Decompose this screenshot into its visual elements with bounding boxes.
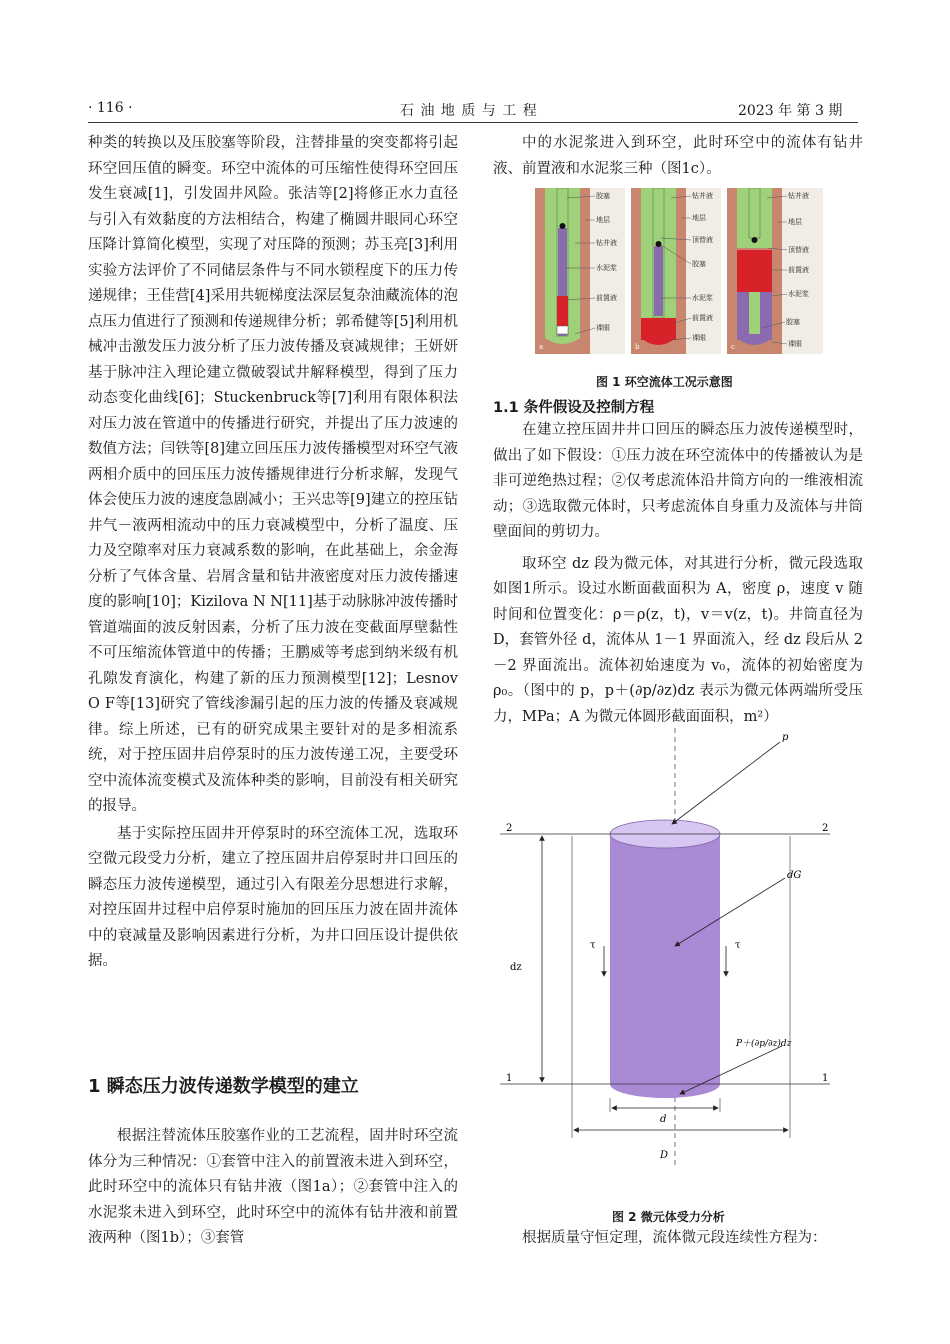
element-cylinder: [610, 834, 720, 1084]
fig2-label-2-left: 2: [506, 823, 513, 834]
figure-1-annular-fluid-schematic: [535, 188, 823, 354]
fig1c-label-4: 水泥浆: [788, 290, 809, 298]
figure-1-caption: 图 1 环空流体工况示意图: [596, 375, 733, 389]
right-para-1: 在建立控压固井井口回压的瞬态压力波传递模型时，做出了如下假设：①压力波在环空流体中的传播被认为是非可逆绝热过程；②仅考虑流体沿井筒方向的一维液相流动；③选取微元体时，只考虑流体自身重力及流体与井筒壁面间的剪切力。: [493, 422, 863, 540]
fig1b-label-0: 钻井液: [692, 192, 713, 200]
figure-2-caption: 图 2 微元体受力分析: [612, 1210, 725, 1224]
issue-info: 2023 年 第 3 期: [738, 103, 843, 119]
fig1a-label-2: 钻井液: [596, 239, 617, 247]
fig1a-label-0: 胶塞: [596, 192, 610, 200]
fig1c-label-5: 胶塞: [786, 318, 800, 326]
figure-1a: [535, 188, 625, 354]
left-para-2: 基于实际控压固井开停泵时的环空流体工况，选取环空微元段受力分析，建立了控压固井启停泵时井口回压的瞬态压力波传递模型，通过引入有限差分思想进行求解，对控压固井过程中启停泵时施加的回压压力波在固井流体中的衰减量及影响因素进行分析，为井口回压设计提供依据。: [88, 825, 458, 969]
fig1c-label-6: 裸眼: [788, 340, 802, 348]
figure-1c-tag: c: [731, 343, 735, 351]
left-column: [88, 131, 458, 975]
fig1b-label-2: 顶替液: [692, 236, 713, 244]
header-rule: [88, 122, 858, 123]
fig1c-label-3: 前置液: [788, 266, 809, 274]
fig1c-label-1: 地层: [788, 218, 802, 226]
fig1c-label-2: 顶替液: [788, 246, 809, 254]
fig2-label-1-right: 1: [822, 1073, 829, 1084]
journal-title: 石 油 地 质 与 工 程: [400, 103, 538, 119]
left-para-3: 根据注替流体压胶塞作业的工艺流程，固井时环空流体分为三种情况：①套管中注入的前置液未进入到环空，此时环空中的流体只有钻井液（图1a）；②套管中注入的水泥浆未进入到环空，此时环空中的流体有钻井液和前置液两种（图1b）；③套管: [88, 1128, 458, 1246]
page-number: · 116 ·: [88, 100, 133, 116]
fig1a-label-3: 水泥浆: [596, 264, 617, 272]
fig2-label-2-right: 2: [822, 823, 829, 834]
fig2-label-1-left: 1: [506, 1073, 513, 1084]
right-para-0: 中的水泥浆进入到环空，此时环空中的流体有钻井液、前置液和水泥浆三种（图1c）。: [493, 135, 863, 177]
subsection-heading: 1.1 条件假设及控制方程: [493, 400, 655, 416]
fig1a-label-4: 前置液: [596, 294, 617, 302]
figure-1b: [631, 188, 721, 354]
fig2-tau-right: τ: [735, 940, 741, 951]
fig2-p-top: p: [782, 732, 789, 743]
figure-1a-tag: a: [539, 343, 544, 351]
fig1a-label-1: 地层: [596, 216, 610, 224]
fig2-dz: dz: [510, 962, 522, 973]
figure-1c: [727, 188, 823, 354]
figure-1b-tag: b: [635, 343, 640, 351]
fig1b-label-5: 前置液: [692, 314, 713, 322]
fig1a-label-5: 裸眼: [596, 324, 610, 332]
fig1b-label-3: 胶塞: [692, 260, 706, 268]
fig1b-label-1: 地层: [692, 214, 706, 222]
right-para-3: 根据质量守恒定理，流体微元段连续性方程为：: [522, 1230, 827, 1246]
section-heading: 1 瞬态压力波传递数学模型的建立: [88, 1076, 359, 1097]
figure-2-element-force-diagram: [500, 728, 850, 1168]
fig2-tau-left: τ: [590, 940, 596, 951]
fig1c-label-0: 钻井液: [788, 192, 809, 200]
right-column-mid: [493, 418, 863, 730]
left-para-1: 种类的转换以及压胶塞等阶段，注替排量的突变都将引起环空回压值的瞬变。环空中流体的可压缩性使得环空回压发生衰减[1]，引发固井风险。张洁等[2]将修正水力直径与引入有效黏度的方法相结合，构建了椭圆井眼同心环空压降计算简化模型，实现了对压降的预测；苏玉亮[3]利用实验方法评价了不同储层条件与不同水锁程度下的压力传递规律；王佳营[4]采用共轭梯度法深层复杂油藏流体的泡点压力值进行了预测和传递规律分析；郭希健等[5]利用机械冲击激发压力波分析了压力波传播及衰减规律；王妍妍基于脉冲注入理论建立微破裂试井解释模型，得到了压力动态变化曲线[6]；Stuckenbruck等[7]利用有限体积法对压力波在管道中的传播进行研究，并提出了压力波速的数值方法；闫铁等[8]建立回压压力波传播模型对环空气液两相介质中的回压压力波传播规律进行分析求解，发现气体会使压力波的速度急剧减小；王兴忠等[9]建立的控压钻井气－液两相流动中的压力衰减模型中，分析了温度、压力及空隙率对压力衰减系数的影响，在此基础上，余金海分析了气体含量、岩屑含量和钻井液密度对压力波传播速度的影响[10]；Kizilova N N[11]基于动脉脉冲波传播时管道端面的波反射因素，分析了压力波在变截面厚壁黏性不可压缩流体管道中的传播；王鹏威等考虑到纳米级有机孔隙发育演化，构建了新的压力预测模型[12]；Lesnov O F等[13]研究了管线渗漏引起的压力波的传播及衰减规律。综上所述，已有的研究成果主要针对的是多相流系统，对于控压固井启停泵时的压力波传递工况，主要受环空中流体流变模式及流体种类的影响，目前没有相关研究的报导。: [88, 135, 458, 814]
left-column-bottom: [88, 1124, 458, 1252]
fig2-d: d: [660, 1114, 667, 1125]
right-para-2: 取环空 dz 段为微元体，对其进行分析，微元段选取如图1所示。设过水断面截面积为 A，密度 ρ，速度 v 随时间和位置变化：ρ＝ρ(z，t)，v＝v(z，t)。井筒直径为 D，套管外径 d，流体从 1－1 界面流入，经 dz 段后从 2－2 界面流出。流体初始速度为 v₀，流体的初始密度为 ρ₀。（图中的 p，p＋(∂p/∂z)dz 表示为微元体两端所受压力，MPa；A 为微元体圆形截面面积，m²）: [493, 555, 863, 725]
fig2-D: D: [660, 1150, 669, 1161]
fig1b-label-6: 裸眼: [692, 334, 706, 342]
fig2-dG: dG: [787, 870, 802, 881]
fig2-p-bottom: P＋(∂p/∂z)dz: [736, 1039, 792, 1049]
fig1b-label-4: 水泥浆: [692, 294, 713, 302]
